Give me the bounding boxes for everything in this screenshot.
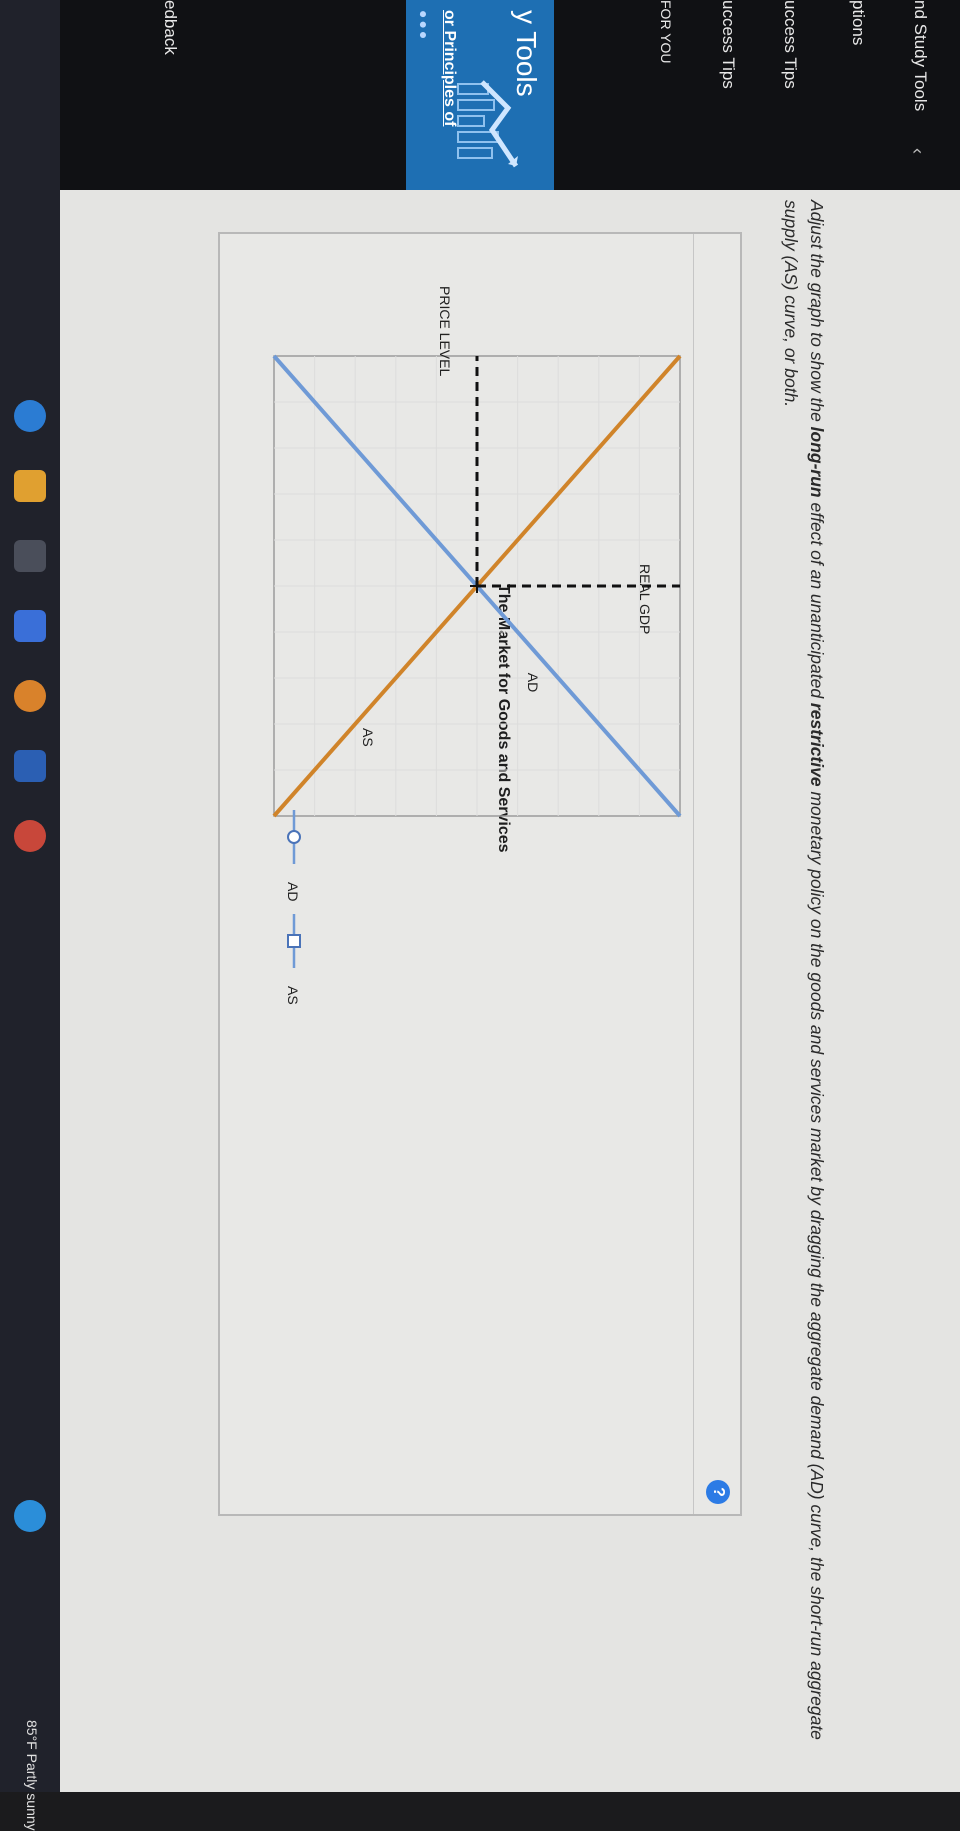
- y-axis-label: PRICE LEVEL: [437, 286, 453, 377]
- tools-card-subtitle: or Principles of: [441, 10, 458, 127]
- sidebar-item-options[interactable]: ptions: [849, 0, 868, 46]
- legend-ad-label: AD: [285, 882, 301, 902]
- tools-card-title: y Tools: [511, 10, 542, 97]
- link-icon[interactable]: [14, 610, 46, 642]
- sidebar-item-for-you[interactable]: FOR YOU: [658, 0, 674, 64]
- browser-icon[interactable]: [14, 400, 46, 432]
- curve-labels: [360, 673, 541, 747]
- instructions-text-2: effect of an unanticipated: [807, 497, 827, 703]
- instructions-text-3: monetary policy on the goods and services market by dragging the aggregate demand (AD) curve, the short-run aggregate supply (AS) curve, or both.: [781, 200, 827, 1740]
- weather-status[interactable]: 85°F Partly sunny: [24, 1720, 40, 1831]
- folder-icon[interactable]: [14, 470, 46, 502]
- help-button[interactable]: ?: [706, 1480, 730, 1504]
- tools-card-dots: ●●●: [416, 10, 432, 42]
- legend-as-label: AS: [285, 986, 301, 1005]
- app-icon[interactable]: [14, 1500, 46, 1532]
- as-curve-label: AS: [360, 728, 377, 747]
- instructions-bold-restrictive: restrictive: [807, 702, 827, 787]
- chevron-left-icon[interactable]: ‹: [908, 148, 928, 154]
- chart-title: The Market for Goods and Services: [495, 584, 512, 853]
- sidebar-item-success-tips[interactable]: uccess Tips: [781, 0, 800, 89]
- tools-card[interactable]: [406, 0, 554, 200]
- x-axis-label: REAL GDP: [637, 564, 653, 635]
- taskbar: [0, 0, 60, 1831]
- chart: [220, 234, 740, 1234]
- instructions: [778, 200, 830, 1760]
- instructions-bold-long-run: long-run: [807, 426, 827, 498]
- ad-curve-label: AD: [525, 672, 542, 693]
- sidebar-item-success-tips-2[interactable]: uccess Tips: [719, 0, 738, 89]
- apps-icon[interactable]: [14, 540, 46, 572]
- legend-ad-circle-icon[interactable]: [288, 831, 300, 843]
- legend-as-square-icon[interactable]: [288, 935, 300, 947]
- graph-panel: [218, 232, 742, 1516]
- powerpoint-icon[interactable]: [14, 820, 46, 852]
- sidebar-item-study-tools[interactable]: nd Study Tools: [911, 0, 930, 112]
- chart-graphic-icon: [452, 78, 522, 188]
- sidebar: [0, 0, 960, 200]
- legend-tools: [220, 794, 740, 1005]
- main-content: [0, 190, 960, 1792]
- instructions-text-1: Adjust the graph to show the: [807, 200, 827, 427]
- sidebar-item-feedback[interactable]: edback: [161, 0, 180, 55]
- word-icon[interactable]: [14, 750, 46, 782]
- chrome-icon[interactable]: [14, 680, 46, 712]
